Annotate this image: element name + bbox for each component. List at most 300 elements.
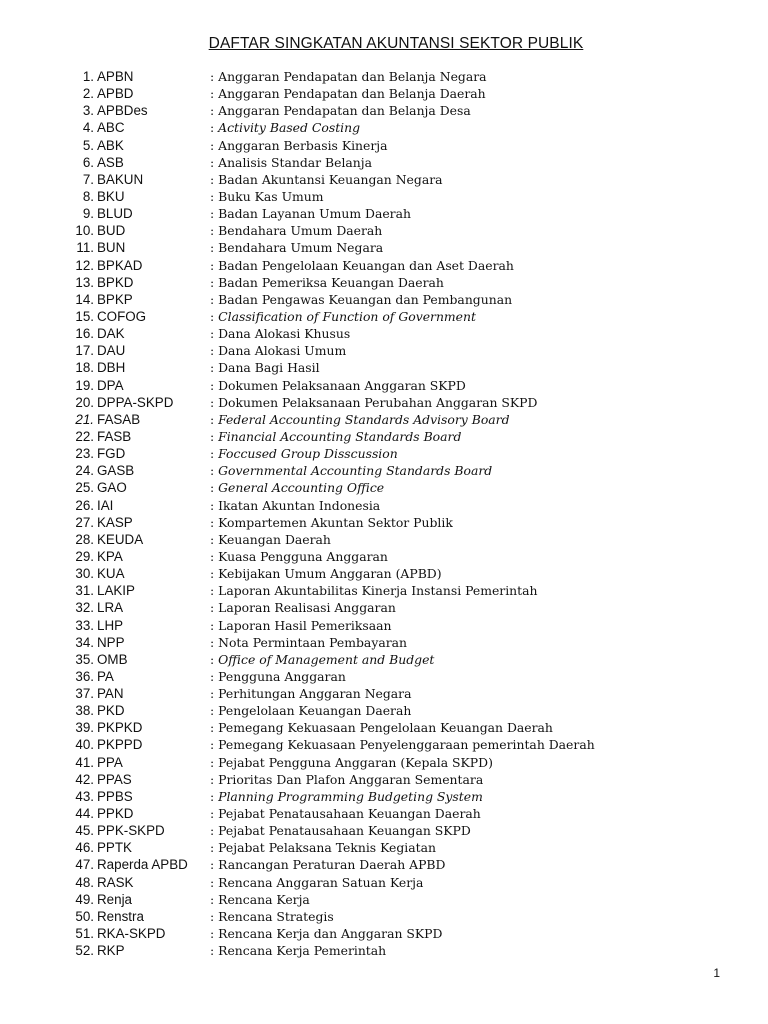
definition-separator: : xyxy=(210,480,219,496)
list-item xyxy=(0,771,768,788)
definition-separator: : xyxy=(210,634,219,650)
definition-text: Pejabat Pelaksana Teknis Kegiatan xyxy=(218,840,436,856)
definition-separator: : xyxy=(210,308,219,324)
list-item-definition xyxy=(210,428,461,445)
list-item-number: 44. xyxy=(75,806,94,822)
list-item xyxy=(0,531,768,548)
list-item-definition xyxy=(210,942,386,959)
definition-text: Bendahara Umum Daerah xyxy=(218,223,383,239)
list-item-number: 43. xyxy=(75,788,94,804)
list-item-abbreviation: GAO xyxy=(97,480,127,496)
list-item xyxy=(0,171,768,188)
list-item xyxy=(0,462,768,479)
list-item xyxy=(0,205,768,222)
list-item-definition xyxy=(210,222,382,239)
list-item-definition xyxy=(210,325,350,342)
list-item xyxy=(0,274,768,291)
definition-separator: : xyxy=(210,223,219,239)
list-item xyxy=(0,257,768,274)
list-item-abbreviation: PPKD xyxy=(97,806,134,822)
list-item xyxy=(0,325,768,342)
definition-text: Rancangan Peraturan Daerah APBD xyxy=(218,857,446,873)
definition-text: Nota Permintaan Pembayaran xyxy=(218,634,407,650)
list-item-abbreviation: DAU xyxy=(97,343,126,359)
definition-text: Pengguna Anggaran xyxy=(218,668,346,684)
definition-text: Pemegang Kekuasaan Penyelenggaraan pemerintah Daerah xyxy=(218,737,595,753)
list-item xyxy=(0,685,768,702)
list-item-number: 50. xyxy=(75,908,94,924)
list-item-definition xyxy=(210,462,492,479)
definition-separator: : xyxy=(210,137,219,153)
definition-text: Ikatan Akuntan Indonesia xyxy=(218,497,381,513)
list-item-definition xyxy=(210,531,331,548)
list-item-definition xyxy=(210,736,595,753)
list-item-abbreviation: PA xyxy=(97,668,114,684)
list-item xyxy=(0,479,768,496)
list-item xyxy=(0,822,768,839)
list-item-abbreviation: PKPKD xyxy=(97,720,143,736)
list-item-definition xyxy=(210,668,346,685)
definition-text: Rencana Anggaran Satuan Kerja xyxy=(218,874,424,890)
definition-separator: : xyxy=(210,531,219,547)
list-item-definition xyxy=(210,874,423,891)
definition-separator: : xyxy=(210,188,219,204)
definition-text: Rencana Strategis xyxy=(218,908,334,924)
list-item-abbreviation: PPTK xyxy=(97,840,132,856)
definition-separator: : xyxy=(210,566,219,582)
list-item xyxy=(0,291,768,308)
list-item xyxy=(0,942,768,959)
list-item-definition xyxy=(210,685,412,702)
list-item-abbreviation: ABC xyxy=(97,120,125,136)
definition-separator: : xyxy=(210,257,219,273)
definition-separator: : xyxy=(210,428,219,444)
list-item-abbreviation: BUN xyxy=(97,240,126,256)
definition-separator: : xyxy=(210,771,219,787)
list-item-definition xyxy=(210,479,384,496)
list-item-number: 6. xyxy=(82,154,94,170)
definition-text: Anggaran Pendapatan dan Belanja Desa xyxy=(218,103,471,119)
list-item-abbreviation: PKPPD xyxy=(97,737,143,753)
list-item-abbreviation: BUD xyxy=(97,223,126,239)
list-item xyxy=(0,805,768,822)
definition-separator: : xyxy=(210,171,219,187)
list-item xyxy=(0,891,768,908)
list-item-abbreviation: IAI xyxy=(97,497,114,513)
list-item xyxy=(0,582,768,599)
list-item-definition xyxy=(210,925,442,942)
list-item xyxy=(0,102,768,119)
list-item-definition xyxy=(210,257,514,274)
list-item xyxy=(0,394,768,411)
list-item xyxy=(0,154,768,171)
definition-text: Laporan Hasil Pemeriksaan xyxy=(218,617,392,633)
definition-text: Badan Pengawas Keuangan dan Pembangunan xyxy=(218,291,513,307)
list-item-number: 49. xyxy=(75,891,94,907)
list-item-abbreviation: BPKP xyxy=(97,291,133,307)
page-number: 1 xyxy=(713,966,720,980)
list-item-definition xyxy=(210,891,310,908)
definition-separator: : xyxy=(210,343,219,359)
list-item-number: 3. xyxy=(82,103,94,119)
list-item-abbreviation: DPPA-SKPD xyxy=(97,394,174,410)
list-item xyxy=(0,85,768,102)
definition-separator: : xyxy=(210,326,219,342)
list-item-definition xyxy=(210,394,537,411)
list-item-definition xyxy=(210,599,396,616)
list-item-number: 20. xyxy=(75,394,94,410)
definition-text: Badan Akuntansi Keuangan Negara xyxy=(218,171,443,187)
definition-separator: : xyxy=(210,840,219,856)
definition-separator: : xyxy=(210,874,219,890)
list-item-number: 17. xyxy=(75,343,94,359)
definition-separator: : xyxy=(210,926,219,942)
list-item-number: 45. xyxy=(75,823,94,839)
list-item-abbreviation: RASK xyxy=(97,874,134,890)
definition-separator: : xyxy=(210,908,219,924)
list-item-number: 33. xyxy=(75,617,94,633)
list-item-definition xyxy=(210,565,442,582)
list-item-definition xyxy=(210,342,346,359)
definition-text: Keuangan Daerah xyxy=(218,531,331,547)
definition-text: Prioritas Dan Plafon Anggaran Sementara xyxy=(218,771,484,787)
list-item xyxy=(0,68,768,85)
list-item xyxy=(0,754,768,771)
definition-separator: : xyxy=(210,120,219,136)
definition-separator: : xyxy=(210,206,219,222)
list-item xyxy=(0,856,768,873)
definition-text: Kompartemen Akuntan Sektor Publik xyxy=(218,514,453,530)
definition-text: Dokumen Pelaksanaan Perubahan Anggaran SKPD xyxy=(218,394,538,410)
definition-text: Bendahara Umum Negara xyxy=(218,240,384,256)
definition-separator: : xyxy=(210,463,219,479)
list-item xyxy=(0,617,768,634)
list-item xyxy=(0,514,768,531)
list-item xyxy=(0,908,768,925)
list-item-number: 37. xyxy=(75,686,94,702)
definition-separator: : xyxy=(210,891,219,907)
list-item-abbreviation: BPKD xyxy=(97,274,134,290)
list-item-abbreviation: Raperda APBD xyxy=(97,857,188,873)
list-item-definition xyxy=(210,205,411,222)
list-item-definition xyxy=(210,822,471,839)
list-item xyxy=(0,359,768,376)
list-item-abbreviation: Renja xyxy=(97,891,132,907)
list-item-abbreviation: RKP xyxy=(97,943,125,959)
list-item-abbreviation: PPBS xyxy=(97,788,133,804)
list-item-definition xyxy=(210,788,483,805)
list-item-number: 23. xyxy=(75,446,94,462)
list-item-definition xyxy=(210,839,436,856)
definition-text: Kuasa Pengguna Anggaran xyxy=(218,548,388,564)
list-item xyxy=(0,137,768,154)
definition-text: General Accounting Office xyxy=(218,480,385,496)
definition-separator: : xyxy=(210,394,219,410)
list-item xyxy=(0,428,768,445)
page-title: DAFTAR SINGKATAN AKUNTANSI SEKTOR PUBLIK xyxy=(208,35,584,52)
list-item xyxy=(0,668,768,685)
definition-separator: : xyxy=(210,857,219,873)
list-item-abbreviation: BAKUN xyxy=(97,171,144,187)
definition-separator: : xyxy=(210,514,219,530)
definition-text: Pemegang Kekuasaan Pengelolaan Keuangan Daerah xyxy=(218,720,553,736)
list-item-number: 13. xyxy=(75,274,94,290)
definition-text: Foccused Group Disscussion xyxy=(218,446,398,462)
list-item-number: 51. xyxy=(75,926,94,942)
list-item xyxy=(0,788,768,805)
definition-text: Badan Pemeriksa Keuangan Daerah xyxy=(218,274,444,290)
definition-text: Anggaran Berbasis Kinerja xyxy=(218,137,388,153)
definition-separator: : xyxy=(210,600,219,616)
list-item xyxy=(0,599,768,616)
list-item xyxy=(0,925,768,942)
list-item-definition xyxy=(210,754,493,771)
list-item-number: 35. xyxy=(75,651,94,667)
definition-text: Governmental Accounting Standards Board xyxy=(218,463,493,479)
list-item-abbreviation: BKU xyxy=(97,188,125,204)
list-item-definition xyxy=(210,359,320,376)
list-item-number: 39. xyxy=(75,720,94,736)
definition-separator: : xyxy=(210,720,219,736)
list-item-number: 24. xyxy=(75,463,94,479)
list-item xyxy=(0,497,768,514)
list-item-number: 29. xyxy=(75,548,94,564)
definition-separator: : xyxy=(210,69,219,84)
list-item-definition xyxy=(210,291,512,308)
list-item-definition xyxy=(210,702,411,719)
list-item-number: 14. xyxy=(75,291,94,307)
definition-text: Dana Alokasi Umum xyxy=(218,343,347,359)
list-item-number: 27. xyxy=(75,514,94,530)
list-item-definition xyxy=(210,548,388,565)
list-item-definition xyxy=(210,771,483,788)
list-item-number: 12. xyxy=(75,257,94,273)
list-item-abbreviation: KUA xyxy=(97,566,125,582)
definition-text: Anggaran Pendapatan dan Belanja Daerah xyxy=(218,86,486,102)
list-item-abbreviation: PAN xyxy=(97,686,124,702)
list-item-number: 25. xyxy=(75,480,94,496)
list-item-definition xyxy=(210,308,476,325)
list-item-number: 30. xyxy=(75,566,94,582)
list-item-abbreviation: ASB xyxy=(97,154,124,170)
definition-text: Rencana Kerja dan Anggaran SKPD xyxy=(218,926,443,942)
definition-separator: : xyxy=(210,754,219,770)
definition-separator: : xyxy=(210,497,219,513)
definition-separator: : xyxy=(210,668,219,684)
list-item-definition xyxy=(210,377,466,394)
list-item xyxy=(0,411,768,428)
list-item-number: 9. xyxy=(82,206,94,222)
definition-text: Pejabat Pengguna Anggaran (Kepala SKPD) xyxy=(218,754,493,770)
list-item-abbreviation: RKA-SKPD xyxy=(97,926,166,942)
list-item xyxy=(0,565,768,582)
list-item-abbreviation: LRA xyxy=(97,600,124,616)
definition-text: Planning Programming Budgeting System xyxy=(218,788,483,804)
list-item-definition xyxy=(210,634,407,651)
list-item-definition xyxy=(210,171,443,188)
list-item xyxy=(0,874,768,891)
list-item-abbreviation: FASB xyxy=(97,428,132,444)
list-item-number: 15. xyxy=(75,308,94,324)
list-item-abbreviation: KASP xyxy=(97,514,133,530)
list-item-definition xyxy=(210,582,538,599)
definition-separator: : xyxy=(210,274,219,290)
list-item-number: 22. xyxy=(75,428,94,444)
list-item xyxy=(0,222,768,239)
list-item-definition xyxy=(210,651,434,668)
list-item-abbreviation: KEUDA xyxy=(97,531,144,547)
definition-separator: : xyxy=(210,291,219,307)
abbreviation-list xyxy=(0,68,768,959)
list-item-abbreviation: OMB xyxy=(97,651,128,667)
list-item xyxy=(0,651,768,668)
list-item-number: 46. xyxy=(75,840,94,856)
definition-separator: : xyxy=(210,86,219,102)
definition-text: Badan Layanan Umum Daerah xyxy=(218,206,411,222)
list-item-number: 42. xyxy=(75,771,94,787)
list-item-abbreviation: LHP xyxy=(97,617,124,633)
list-item-number: 52. xyxy=(75,943,94,959)
definition-separator: : xyxy=(210,240,219,256)
list-item-number: 26. xyxy=(75,497,94,513)
list-item-abbreviation: PPAS xyxy=(97,771,132,787)
list-item-abbreviation: PPA xyxy=(97,754,123,770)
list-item-definition xyxy=(210,856,445,873)
definition-text: Pejabat Penatausahaan Keuangan SKPD xyxy=(218,823,471,839)
definition-separator: : xyxy=(210,103,219,119)
definition-text: Laporan Realisasi Anggaran xyxy=(218,600,396,616)
list-item-number: 38. xyxy=(75,703,94,719)
definition-text: Financial Accounting Standards Board xyxy=(218,428,462,444)
list-item-definition xyxy=(210,411,510,428)
list-item xyxy=(0,719,768,736)
list-item-abbreviation: NPP xyxy=(97,634,125,650)
definition-separator: : xyxy=(210,943,219,959)
list-item xyxy=(0,119,768,136)
list-item-number: 31. xyxy=(75,583,94,599)
list-item xyxy=(0,702,768,719)
list-item xyxy=(0,342,768,359)
list-item-abbreviation: KPA xyxy=(97,548,123,564)
definition-separator: : xyxy=(210,548,219,564)
definition-text: Buku Kas Umum xyxy=(218,188,324,204)
definition-text: Pejabat Penatausahaan Keuangan Daerah xyxy=(218,806,481,822)
list-item-number: 8. xyxy=(82,188,94,204)
list-item-definition xyxy=(210,154,372,171)
definition-separator: : xyxy=(210,583,219,599)
list-item-number: 2. xyxy=(82,86,94,102)
definition-separator: : xyxy=(210,154,219,170)
list-item-definition xyxy=(210,719,553,736)
definition-text: Badan Pengelolaan Keuangan dan Aset Daerah xyxy=(218,257,514,273)
list-item-abbreviation: APBD xyxy=(97,86,134,102)
list-item-number: 41. xyxy=(75,754,94,770)
list-item-number: 48. xyxy=(75,874,94,890)
list-item-abbreviation: PKD xyxy=(97,703,125,719)
list-item-number: 1. xyxy=(82,69,94,84)
list-item-abbreviation: DPA xyxy=(97,377,124,393)
list-item-definition xyxy=(210,119,360,136)
definition-text: Pengelolaan Keuangan Daerah xyxy=(218,703,412,719)
list-item xyxy=(0,839,768,856)
definition-text: Activity Based Costing xyxy=(218,120,361,136)
definition-separator: : xyxy=(210,377,219,393)
definition-text: Laporan Akuntabilitas Kinerja Instansi Pemerintah xyxy=(218,583,538,599)
list-item-definition xyxy=(210,137,388,154)
list-item-number: 11. xyxy=(76,240,94,256)
list-item-number: 32. xyxy=(75,600,94,616)
list-item-abbreviation: APBDes xyxy=(97,103,148,119)
list-item xyxy=(0,239,768,256)
list-item-number: 7. xyxy=(82,171,94,187)
list-item-number: 36. xyxy=(75,668,94,684)
list-item-definition xyxy=(210,85,486,102)
list-item-abbreviation: DAK xyxy=(97,326,125,342)
list-item-abbreviation: FASAB xyxy=(97,411,141,427)
list-item-definition xyxy=(210,514,453,531)
list-item-abbreviation: DBH xyxy=(97,360,126,376)
list-item-abbreviation: ABK xyxy=(97,137,124,153)
definition-separator: : xyxy=(210,703,219,719)
definition-separator: : xyxy=(210,617,219,633)
list-item xyxy=(0,736,768,753)
list-item-abbreviation: APBN xyxy=(97,69,134,84)
list-item-definition xyxy=(210,274,444,291)
definition-text: Federal Accounting Standards Advisory Board xyxy=(218,411,510,427)
definition-separator: : xyxy=(210,446,219,462)
list-item-definition xyxy=(210,188,324,205)
list-item-abbreviation: COFOG xyxy=(97,308,147,324)
list-item xyxy=(0,445,768,462)
definition-separator: : xyxy=(210,360,219,376)
definition-text: Rencana Kerja xyxy=(218,891,310,907)
list-item-number: 34. xyxy=(75,634,94,650)
list-item-abbreviation: Renstra xyxy=(97,908,144,924)
list-item-definition xyxy=(210,617,391,634)
list-item-number: 19. xyxy=(75,377,94,393)
definition-text: Kebijakan Umum Anggaran (APBD) xyxy=(218,566,442,582)
list-item-number: 16. xyxy=(75,326,94,342)
list-item-number: 18. xyxy=(75,360,94,376)
list-item-number: 4. xyxy=(82,120,94,136)
list-item-abbreviation: GASB xyxy=(97,463,135,479)
list-item-number: 47. xyxy=(75,857,94,873)
definition-text: Rencana Kerja Pemerintah xyxy=(218,943,387,959)
definition-text: Dana Bagi Hasil xyxy=(218,360,320,376)
list-item-number: 5. xyxy=(82,137,94,153)
list-item-definition xyxy=(210,805,481,822)
list-item-definition xyxy=(210,68,487,85)
definition-separator: : xyxy=(210,686,219,702)
list-item-abbreviation: BLUD xyxy=(97,206,133,222)
definition-text: Analisis Standar Belanja xyxy=(218,154,372,170)
definition-text: Office of Management and Budget xyxy=(218,651,435,667)
list-item xyxy=(0,634,768,651)
list-item xyxy=(0,377,768,394)
list-item-definition xyxy=(210,908,334,925)
list-item-abbreviation: FGD xyxy=(97,446,126,462)
list-item xyxy=(0,308,768,325)
definition-separator: : xyxy=(210,737,219,753)
list-item-abbreviation: PPK-SKPD xyxy=(97,823,165,839)
definition-separator: : xyxy=(210,806,219,822)
list-item xyxy=(0,548,768,565)
definition-text: Dana Alokasi Khusus xyxy=(218,326,351,342)
definition-separator: : xyxy=(210,651,219,667)
definition-text: Anggaran Pendapatan dan Belanja Negara xyxy=(218,69,487,84)
list-item-number: 28. xyxy=(75,531,94,547)
definition-separator: : xyxy=(210,823,219,839)
